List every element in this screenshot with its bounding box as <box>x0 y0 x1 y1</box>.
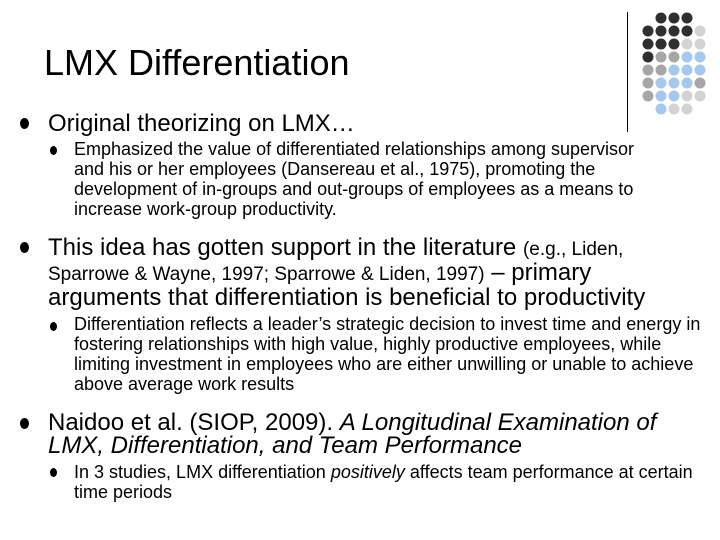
dot-grid-dot <box>643 39 654 50</box>
bullet-2-text <box>48 236 688 309</box>
bullet-3-sub-1-marker <box>50 468 57 477</box>
bullet-2-text-a: This idea has gotten support in the literature <box>48 234 517 261</box>
dot-grid-dot <box>695 52 706 63</box>
dot-grid-dot <box>682 104 693 115</box>
dot-grid-dot <box>669 104 680 115</box>
dot-grid-dot <box>669 13 680 24</box>
bullet-3-sub-1-italic: positively <box>330 462 405 482</box>
dot-grid-dot <box>669 91 680 102</box>
bullet-2-text-b: – primary arguments that differentiation is beneficial to productivity <box>48 259 646 311</box>
dot-grid-dot <box>656 65 667 76</box>
dot-grid-dot <box>682 26 693 37</box>
bullet-3-sub-1-text-b: affects team performance at certain time periods <box>74 462 693 502</box>
dot-grid-dot <box>682 78 693 89</box>
dot-grid-icon <box>642 12 708 116</box>
dot-grid-dot <box>669 78 680 89</box>
bullet-2-citation-a: (e.g., Liden, <box>522 239 624 260</box>
dot-grid-dot <box>695 39 706 50</box>
bullet-2-citation-b: Sparrowe & Wayne, 1997; Sparrowe & Liden, 1997) <box>48 264 485 285</box>
bullet-1-marker <box>20 118 29 129</box>
dot-grid-dot <box>643 52 654 63</box>
bullet-2-marker <box>20 242 29 253</box>
dot-grid-dot <box>656 78 667 89</box>
bullet-1-sub-1-marker <box>50 146 57 155</box>
dot-grid-dot <box>643 91 654 102</box>
dot-grid-dot <box>695 91 706 102</box>
dot-grid-dot <box>669 39 680 50</box>
bullet-3-text <box>48 411 698 457</box>
dot-grid-dot <box>682 65 693 76</box>
dot-grid-dot <box>682 52 693 63</box>
dot-grid-dot <box>669 26 680 37</box>
dot-grid-dot <box>643 78 654 89</box>
bullet-3-sub-1-text <box>74 462 714 502</box>
dot-grid-dot <box>682 13 693 24</box>
dot-grid-dot <box>682 39 693 50</box>
bullet-3-text-a: Naidoo et al. (SIOP, 2009). <box>48 409 334 436</box>
slide-title: LMX Differentiation <box>44 42 350 83</box>
dot-grid-dot <box>656 91 667 102</box>
bullet-3-italic-title: A Longitudinal Examination of LMX, Differentiation, and Team Performance <box>48 409 657 459</box>
dot-grid-dot <box>695 65 706 76</box>
dot-grid-dot <box>695 26 706 37</box>
dot-grid-dot <box>695 78 706 89</box>
dot-grid-dot <box>656 26 667 37</box>
dot-grid-dot <box>669 65 680 76</box>
dot-grid-dot <box>669 52 680 63</box>
bullet-2-sub-1-text: Differentiation reflects a leader’s strategic decision to invest time and energy in fostering relationships with high value, highly productive employees, while limiting investment in employees who are either unwilling or unable to achieve above average work results <box>74 314 701 394</box>
bullet-3-sub-1-text-a: In 3 studies, LMX differentiation <box>74 462 326 482</box>
dot-grid-dot <box>643 65 654 76</box>
dot-grid-dot <box>656 104 667 115</box>
bullet-1-text: Original theorizing on LMX… <box>48 110 355 137</box>
bullet-2-sub-1-marker <box>50 322 57 331</box>
dot-grid-dot <box>643 26 654 37</box>
bullet-1-sub-1-text: Emphasized the value of differentiated relationships among supervisor and his or her employees (Dansereau et al., 1975), promoting the development of in-groups and out-groups of employees as a means to increase work-group productivity. <box>74 139 634 219</box>
dot-grid-dot <box>656 52 667 63</box>
dot-grid-dot <box>656 13 667 24</box>
bullet-3-marker <box>20 418 29 429</box>
dot-grid-dot <box>682 91 693 102</box>
dot-grid-dot <box>656 39 667 50</box>
